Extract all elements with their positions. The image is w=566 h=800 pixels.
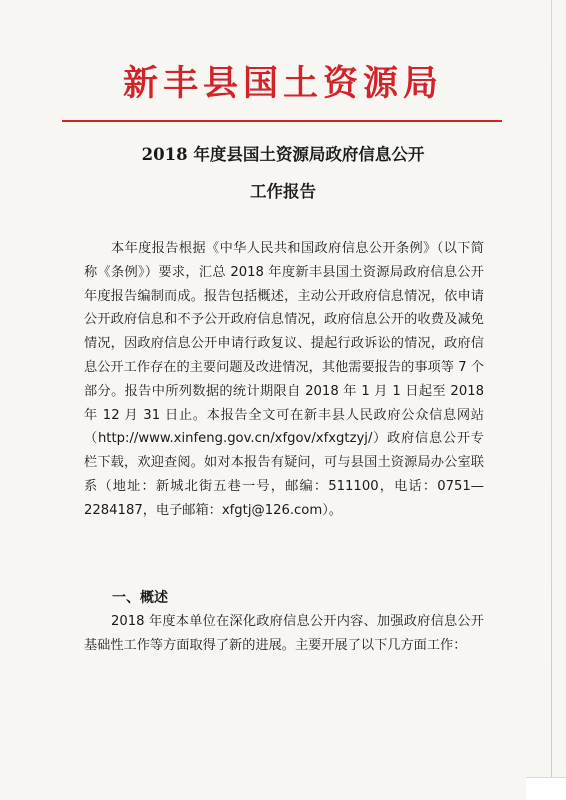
overview-paragraph: 2018 年度本单位在深化政府信息公开内容、加强政府信息公开基础性工作等方面取得了新的进展。主要开展了以下几方面工作： [84, 614, 484, 653]
report-title-line2: 工作报告 [250, 182, 316, 201]
page-corner [526, 777, 566, 800]
intro-paragraph: 本年度报告根据《中华人民共和国政府信息公开条例》（以下简称《条例》）要求，汇总 2018 年度新丰县国土资源局政府信息公开年度报告编制而成。报告包括概述，主动公开政府信息情况，依申请公开政府信息和不予公开政府信息情况，政府信息公开的收费及减免情况，因政府信息公开申请行政复议、提起行政诉讼的情况，政府信息公开工作存在的主要问题及改进情况，其他需要报告的事项等 7 个部分。报告中所列数据的统计期限自 2018 年 1 月 1 日起至 2018 年 12 月 31 日止。本报告全文可在新丰县人民政府公众信息网站（http://www.xinfeng.gov.cn/xfgov/xfxgtzyj/）政府信息公开专栏下载，欢迎查阅。如对本报告有疑问，可与县国土资源局办公室联系（地址：新城北街五巷一号，邮编：511100，电话：0751—2284187，电子邮箱：xfgtj@126.com）。 [84, 241, 484, 518]
red-header-rule [62, 120, 502, 122]
report-title-line1: 2018 年度县国土资源局政府信息公开 [141, 145, 425, 164]
section-heading-overview: 一、概述 [112, 590, 168, 606]
page-edge [551, 0, 552, 800]
org-header-title: 新丰县国土资源局 [122, 63, 443, 104]
